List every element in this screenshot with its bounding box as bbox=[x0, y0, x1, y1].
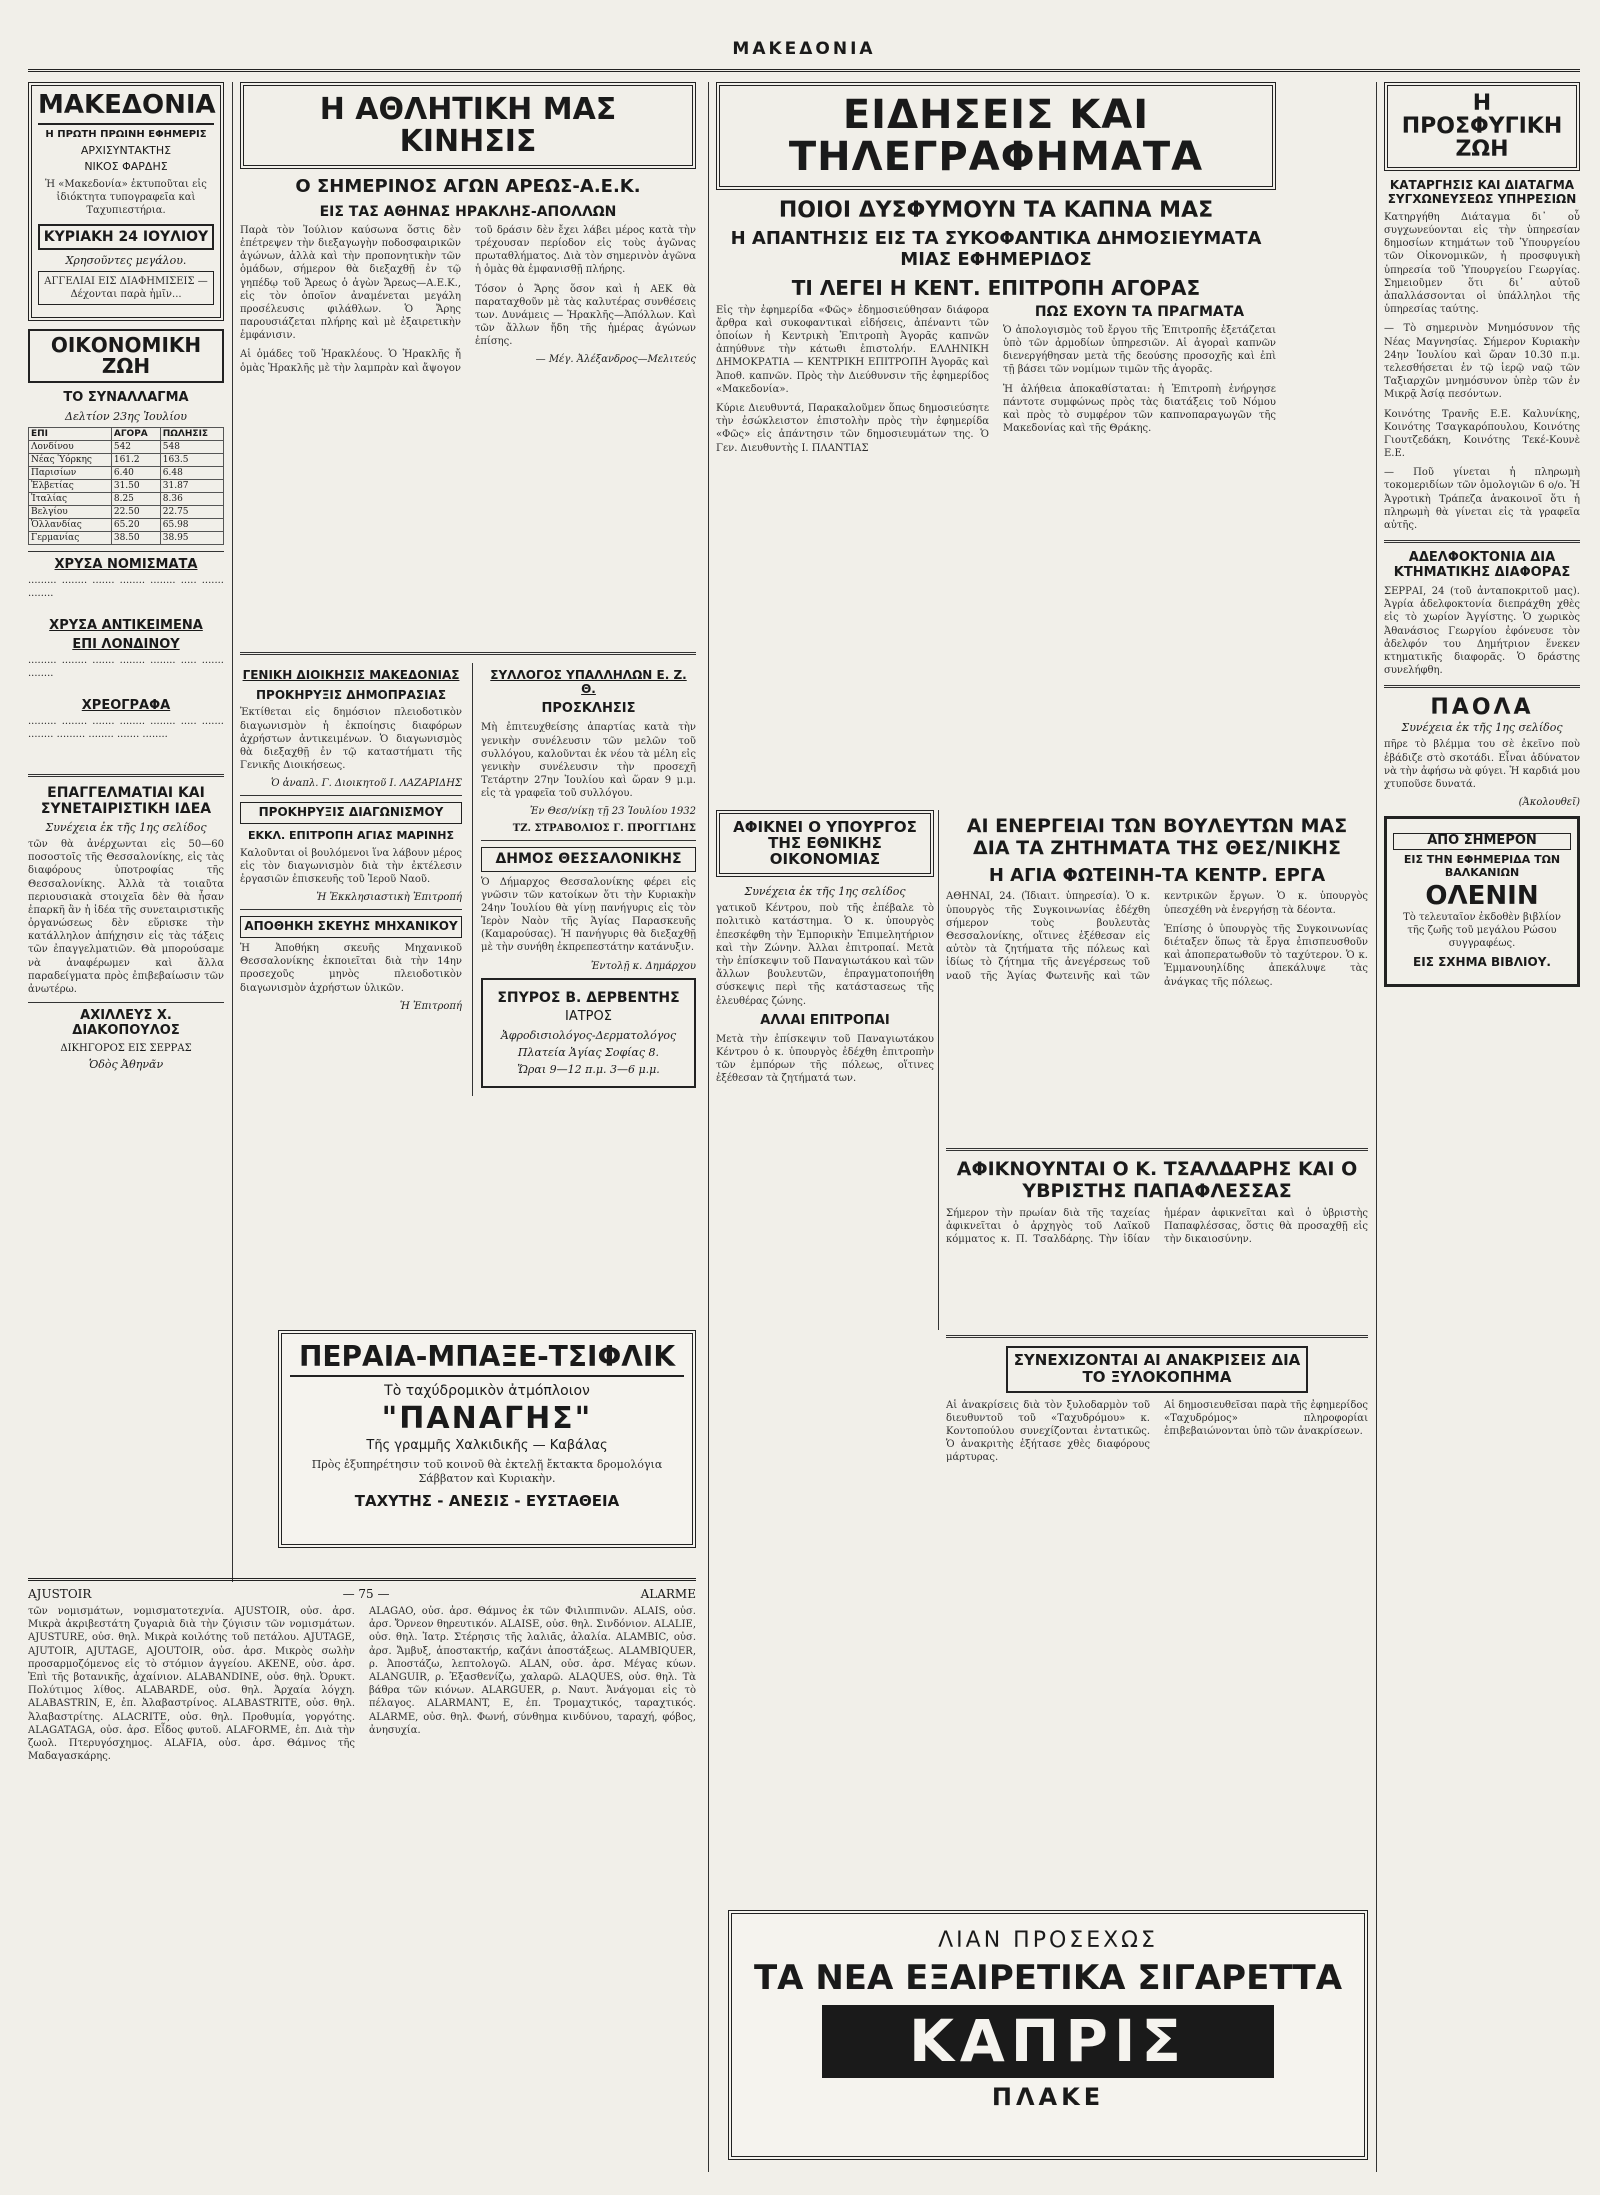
exchange-cell: 65.98 bbox=[160, 519, 223, 532]
olenin-ad-sub: ΕΙΣ ΤΗΝ ΕΦΗΜΕΡΙΔΑ ΤΩΝ ΒΑΛΚΑΝΙΩΝ bbox=[1403, 853, 1561, 879]
cigarette-ad-brand-bar bbox=[822, 2005, 1274, 2078]
serial-title: ΠΑΟΛΑ bbox=[1430, 695, 1534, 721]
mps-article bbox=[946, 890, 1368, 1140]
tobacco-headline-2: Η ΑΠΑΝΤΗΣΙΣ ΕΙΣ ΤΑ ΣΥΚΟΦΑΝΤΙΚΑ ΔΗΜΟΣΙΕΥΜΑΤΑ ΜΙΑΣ ΕΦΗΜΕΡΙΔΟΣ bbox=[730, 228, 1262, 270]
ferry-ad-line2: Τῆς γραμμῆς Χαλκιδικῆς — Καβάλας bbox=[366, 1437, 608, 1453]
doctor-name: ΣΠΥΡΟΣ Β. ΔΕΡΒΕΝΤΗΣ bbox=[497, 989, 680, 1006]
exchange-cell: 22.75 bbox=[160, 506, 223, 519]
bonds-text: ········· ········ ······· ········ ········ ····· ······· ········ ········· ········ ······· ········ bbox=[28, 718, 224, 743]
exchange-cell: Παρισίων bbox=[29, 467, 112, 480]
cigarette-ad bbox=[728, 1910, 1368, 2160]
doctor-address: Πλατεία Ἁγίας Σοφίας 8. bbox=[517, 1045, 660, 1059]
sport-subheadline: ΕΙΣ ΤΑΣ ΑΘΗΝΑΣ ΗΡΑΚΛΗΣ-ΑΠΟΛΛΩΝ bbox=[319, 203, 617, 220]
lawyer-sub: ΔΙΚΗΓΟΡΟΣ ΕΙΣ ΣΕΡΡΑΣ bbox=[60, 1043, 192, 1055]
serial-sub: Συνέχεια ἐκ τῆς 1ης σελίδος bbox=[1401, 721, 1563, 735]
exchange-date: Δελτίον 23ης Ἰουλίου bbox=[65, 410, 187, 424]
sport-banner: Η ΑΘΛΗΤΙΚΗ ΜΑΣ ΚΙΝΗΣΙΣ bbox=[319, 92, 617, 159]
exchange-row bbox=[29, 480, 224, 493]
sport-banner-box bbox=[240, 82, 696, 169]
contest-subtitle: ΕΚΚΛ. ΕΠΙΤΡΟΠΗ ΑΓΙΑΣ ΜΑΡΙΝΗΣ bbox=[247, 829, 455, 843]
dictionary-left-text: τῶν νομισμάτων, νομισματοτεχνία. AJUSTOIR, οὐσ. ἀρσ. Μικρὰ ἀκριβεστάτη ζυγαριὰ διὰ τὴν ζύγισιν τῶν νομισμάτων. AJUSTURE, οὐσ. θηλ. Μικρὰ κοιλότης τοῦ πετάλου. AJUTAGE, AJUTOIR, AJUTAGE, AJOUTOIR, οὐσ. ἀρσ. Μικρὸς σωλὴν προσαρμοζόμενος εἰς τὸ στόμιον ἀγγείου. AKENE, οὐσ. ἀρσ. Ἐπὶ τῆς βοτανικῆς, ἀχαίνιον. ALABANDINE, οὐσ. θηλ. Ὀρυκτ. Πολύτιμος λίθος. ALABARDE, οὐσ. θηλ. Ἀρχαία λόγχη. ALABASTRIN, E, ἐπ. Ἀλαβαστρίνος. ALABASTRITE, οὐσ. θηλ. Ἀλαβαστρίτης. ALACRITE, οὐσ. θηλ. Προθυμία, γοργότης. ALAGATAGA, οὐσ. ἀρσ. Εἶδος φυτοῦ. ALAFORME, ἐπ. Διὰ τὴν ζωολ. Πτερυγόσχημος. ALAFIA, οὐσ. ἀρσ. Θάμνος τῆς Μαδαγασκάρης. bbox=[28, 1606, 355, 1763]
mps-text-2: Ἐπίσης ὁ ὑπουργὸς τῆς Συγκοινωνίας διέταξεν ὅπως τὰ ἔργα ἐπισπευσθοῦν καὶ ἀποπερατωθοῦν τὸ ταχύτερον. Ὁ κ. Ἐμμανουηλίδης ἀπεκάλυψε τὰς ἀνάγκας τῆς πόλεως. bbox=[1164, 923, 1368, 988]
refugee-banner-box bbox=[1384, 82, 1580, 171]
exchange-cell: 163.5 bbox=[160, 454, 223, 467]
cigarette-ad-brand: ΚΑΠΡΙΣ bbox=[908, 2006, 1188, 2075]
union-place: Ἐν Θεσ/νίκῃ τῇ 23 Ἰουλίου 1932 bbox=[529, 806, 696, 818]
london-title: ΕΠΙ ΛΟΝΔΙΝΟΥ bbox=[72, 636, 180, 652]
municipality-signature: Ἐντολῇ κ. Δημάρχου bbox=[590, 960, 696, 972]
notices-left bbox=[240, 663, 462, 1096]
column-refugee bbox=[1384, 82, 1580, 2172]
olenin-ad-top: ΑΠΟ ΣΗΜΕΡΟΝ bbox=[1393, 833, 1571, 850]
exchange-cell: 161.2 bbox=[111, 454, 160, 467]
bonds-title: ΧΡΕΟΓΡΑΦΑ bbox=[81, 697, 171, 713]
tobacco-article bbox=[716, 304, 1276, 764]
exchange-cell: 6.48 bbox=[160, 467, 223, 480]
minister-box bbox=[716, 810, 934, 877]
olenin-ad-bottom: ΕΙΣ ΣΧΗΜΑ ΒΙΒΛΙΟΥ. bbox=[1413, 955, 1551, 970]
sport-text-2: Αἱ ὁμάδες τοῦ Ἡρακλέους. Ὁ Ἡρακλῆς ἤ ὁμὰς Ἡρακλῆς μὲ τὴν λαμπρὰν καὶ ἄψογον τοῦ δράσιν δὲν ἔχει λάβει μέρος κατὰ τὴν τρέχουσαν περίοδον εἰς τοὺς ἀγῶνας πρωταθλήματος. Διὰ τὸν σημερινὸν ἀγῶνα ἡ ὁμὰς θὰ ἐμφανισθῇ πλήρης. bbox=[240, 224, 696, 374]
exchange-cell: 542 bbox=[111, 441, 160, 454]
professional-title: ΕΠΑΓΓΕΛΜΑΤΙΑΙ ΚΑΙ ΣΥΝΕΤΑΙΡΙΣΤΙΚΗ ΙΔΕΑ bbox=[40, 784, 212, 817]
exchange-cell: Γερμανίας bbox=[29, 532, 112, 545]
economy-title: ΟΙΚΟΝΟΜΙΚΗ ΖΩΗ bbox=[50, 333, 202, 379]
exchange-row bbox=[29, 519, 224, 532]
union-subtitle: ΠΡΟΣΚΛΗΣΙΣ bbox=[541, 701, 636, 717]
column-minister bbox=[716, 810, 934, 1940]
tobacco-headline-3: ΤΙ ΛΕΓΕΙ Η ΚΕΝΤ. ΕΠΙΤΡΟΠΗ ΑΓΟΡΑΣ bbox=[791, 275, 1201, 300]
exchange-cell: Λονδίνου bbox=[29, 441, 112, 454]
municipality-text: Ὁ Δήμαρχος Θεσσαλονίκης φέρει εἰς γνῶσιν τῶν κατοίκων ὅτι τὴν Κυριακὴν 24ην Ἰουλίου θὰ γίνῃ πανήγυρις εἰς τὸν Ἱερὸν Ναὸν τῆς Ἁγίας Παρασκευῆς (Καμαρούσας). Ἡ πανήγυρις θὰ διεξαχθῇ μὲ τὴν συνήθη ἐκπρεπεστάτην κατάνυξιν. bbox=[481, 876, 696, 954]
exchange-row bbox=[29, 467, 224, 480]
exchange-cell: 6.40 bbox=[111, 467, 160, 480]
ferry-ad-line3: Πρὸς ἐξυπηρέτησιν τοῦ κοινοῦ θὰ ἐκτελῇ ἔκτακτα δρομολόγια Σάββατον καὶ Κυριακὴν. bbox=[311, 1457, 663, 1486]
doctor-spec: Ἀφροδισιολόγος-Δερματολόγος bbox=[500, 1028, 677, 1042]
union-signature: ΤΖ. ΣΤΡΑΒΟΛΙΟΣ Γ. ΠΡΟΓΓΙΔΗΣ bbox=[512, 823, 696, 835]
professional-text: τῶν θὰ ἀνέρχωνται εἰς 50—60 ποσοστοῖς τῆς Θεσσαλονίκης, εἰς τὰς διαφόρους ὑποτροφίας τῆς Θεσσαλονίκης. Ἀλλὰ τὰ τοιαῦτα περιουσιακὰ στοιχεῖα δὲν θὰ ἦσαν ἐπαρκῆ ἂν ἡ ἰδέα τῆς συνεταιριστικῆς ὀργανώσεως δὲν εὕρισκε τὴν κατάλληλον ἀπήχησιν εἰς τὰς τάξεις τῶν ἐπαγγελματιῶν. Θὰ μπορούσαμε νὰ ἀναφέρωμεν καὶ ἄλλα παραδείγματα πρὸς ἐπιβεβαίωσιν τῶν ἀνωτέρω. bbox=[28, 838, 224, 996]
tobacco-text-3: Ὁ ἀπολογισμὸς τοῦ ἔργου τῆς Ἐπιτροπῆς ἐξετάζεται ὑπὸ τῶν ἁρμοδίων ὑπηρεσιῶν. Αἱ ἀγοραὶ καπνῶν διενεργήθησαν μετὰ τῆς δεούσης προσοχῆς καὶ ἐπὶ τῇ βάσει τῶν νομίμων τιμῶν τῆς ἀγορᾶς. bbox=[1003, 324, 1276, 376]
refugee-text-1: Κατηργήθη Διάταγμα δι᾽ οὗ συγχωνεύονται εἰς τὴν ὑπηρεσίαν δημοσίων κτημάτων τοῦ Ὑπουργείου τῶν Οἰκονομικῶν, ἡ προσφυγικὴ ὑπηρεσία τοῦ Ὑπουργείου Γεωργίας. Σημειοῦμεν ὅτι δι᾽ αὐτοῦ ἀπαλλάσσονται οἱ ὑπάλληλοι τῆς ὑπηρεσίας ταύτης. bbox=[1384, 211, 1580, 316]
professional-sub: Συνέχεια ἐκ τῆς 1ης σελίδος bbox=[45, 820, 207, 834]
olenin-ad bbox=[1384, 816, 1580, 987]
union-text: Μὴ ἐπιτευχθείσης ἀπαρτίας κατὰ τὴν γενικὴν συνέλευσιν τῶν μελῶν τοῦ συλλόγου, καλοῦνται ἐκ νέου τὰ μέλη εἰς γενικὴν συνέλευσιν τὴν προσεχῆ Τετάρτην 27ην Ἰουλίου καὶ ὥραν 9 μ.μ. εἰς τὰ γραφεῖα τοῦ συλλόγου. bbox=[481, 722, 696, 800]
exchange-header: ΑΓΟΡΑ bbox=[111, 428, 160, 441]
column-mps bbox=[946, 810, 1368, 1710]
exchange-cell: Νέας Ὑόρκης bbox=[29, 454, 112, 467]
doctor-title: ΙΑΤΡΟΣ bbox=[565, 1008, 612, 1024]
logo-subtitle: Η ΠΡΩΤΗ ΠΡΩΙΝΗ ΕΦΗΜΕΡΙΣ bbox=[45, 129, 207, 141]
exchange-cell: 38.95 bbox=[160, 532, 223, 545]
mps-text-1: ΑΘΗΝΑΙ, 24. (Ἰδιαιτ. ὑπηρεσία). Ὁ κ. ὑπουργὸς τῆς Συγκοινωνίας ἐδέχθη σήμερον τοὺς βουλευτὰς Θεσσαλονίκης, οἵτινες ἐξέθεσαν εἰς αὐτὸν τὰ ζητήματα τῆς πόλεως καὶ ἰδίως τὸ ζήτημα τῆς ἀνεγέρσεως τοῦ ναοῦ τῆς Ἁγίας Φωτεινῆς καὶ τῶν κεντρικῶν ἔργων. Ὁ κ. ὑπουργὸς ὑπεσχέθη νὰ ἐνεργήσῃ τὰ δέοντα. bbox=[946, 891, 1368, 982]
ferry-ad bbox=[278, 1330, 696, 1548]
dictionary-page-num: — 75 — bbox=[342, 1587, 390, 1601]
cigarette-ad-title: ΤΑ ΝΕΑ ΕΞΑΙΡΕΤΙΚΑ ΣΙΓΑΡΕΤΤΑ bbox=[753, 1958, 1343, 1999]
logo-box bbox=[28, 82, 224, 321]
cigarette-ad-bottom: ΠΛΑΚΕ bbox=[991, 2082, 1105, 2111]
exchange-row bbox=[29, 493, 224, 506]
gold-items-title: ΧΡΥΣΑ ΑΝΤΙΚΕΙΜΕΝΑ bbox=[49, 617, 203, 633]
tsaldaris-headline: ΑΦΙΚΝΟΥΝΤΑΙ Ο Κ. ΤΣΑΛΔΑΡΗΣ ΚΑΙ Ο ΥΒΡΙΣΤΗΣ ΠΑΠΑΦΛΕΣΣΑΣ bbox=[956, 1158, 1358, 1203]
tobacco-text-4: Ἡ ἀλήθεια ἀποκαθίσταται: ἡ Ἐπιτροπὴ ἐνήργησε πάντοτε συμφώνως πρὸς τὰς διατάξεις τοῦ Νόμου καὶ πρὸς τὸ συμφέρον τῶν καπνοπαραγωγῶν τῆς Μακεδονίας καὶ τῆς Θράκης. bbox=[1003, 383, 1276, 435]
minister-subhead: ΑΛΛΑΙ ΕΠΙΤΡΟΠΑΙ bbox=[760, 1012, 890, 1028]
serial-end: (Ἀκολουθεῖ) bbox=[1518, 797, 1580, 809]
gold-coins-text: ········· ········ ······· ········ ········ ····· ······· ········ bbox=[28, 577, 224, 603]
machinery-signature: Ἡ Ἐπιτροπή bbox=[399, 1000, 462, 1012]
editor-title: ΑΡΧΙΣΥΝΤΑΚΤΗΣ bbox=[80, 143, 172, 157]
exchange-row bbox=[29, 506, 224, 519]
ferry-ad-line1: Τὸ ταχύδρομικὸν ἀτμόπλοιον bbox=[384, 1383, 590, 1400]
london-text: ········· ········ ······· ········ ········ ····· ······· ········ bbox=[28, 657, 224, 683]
tobacco-text-2: Κύριε Διευθυντά, Παρακαλοῦμεν ὅπως δημοσιεύσητε τὴν ἐσώκλειστον ἐπιστολὴν πρὸς τὴν ἐφημερίδα «Φῶς» εἰς ἀπάντησιν τῶν δημοσιευμάτων της. Ὁ Γεν. Διευθυντὴς Ι. ΠΛΑΝΤΙΑΣ bbox=[716, 402, 989, 454]
refugee-banner: Η ΠΡΟΣΦΥΓΙΚΗ ΖΩΗ bbox=[1401, 91, 1563, 163]
news-banner-box bbox=[716, 82, 1276, 190]
dictionary-right-header: ALARME bbox=[640, 1587, 696, 1601]
contest-text: Καλοῦνται οἱ βουλόμενοι ἵνα λάβουν μέρος εἰς τὸν διαγωνισμὸν διὰ τὴν ἐκτέλεσιν ἐργασιῶν ἐπισκευῆς τοῦ Ἱεροῦ Ναοῦ. bbox=[240, 847, 462, 886]
union-title: ΣΥΛΛΟΓΟΣ ΥΠΑΛΛΗΛΩΝ Ε. Ζ. Θ. bbox=[490, 667, 687, 696]
dictionary-left-header: AJUSTOIR bbox=[28, 1587, 92, 1601]
exchange-cell: 8.36 bbox=[160, 493, 223, 506]
municipality-title: ΔΗΜΟΣ ΘΕΣΣΑΛΟΝΙΚΗΣ bbox=[481, 847, 696, 871]
exchange-header: ΕΠΙ bbox=[29, 428, 112, 441]
tsaldaris-article bbox=[946, 1207, 1368, 1327]
issue-date: ΚΥΡΙΑΚΗ 24 ΙΟΥΛΙΟΥ bbox=[38, 224, 214, 250]
tobacco-headline: ΠΟΙΟΙ ΔΥΣΦΥΜΟΥΝ ΤΑ ΚΑΠΝΑ ΜΑΣ bbox=[778, 198, 1214, 223]
contest-title: ΠΡΟΚΗΡΥΞΙΣ ΔΙΑΓΩΝΙΣΜΟΥ bbox=[240, 802, 462, 824]
admin-signature: Ὁ ἀναπλ. Γ. Διοικητοῦ Ι. ΛΑΖΑΡΙΔΗΣ bbox=[271, 778, 462, 790]
exchange-cell: 548 bbox=[160, 441, 223, 454]
issue-date-sub: Χρησοῦντες μεγάλου. bbox=[65, 253, 187, 267]
olenin-ad-text: Τὸ τελευταῖον ἐκδοθὲν βιβλίον τῆς ζωῆς τοῦ μεγάλου Ρώσου συγγραφέως. bbox=[1403, 911, 1561, 950]
refugee-text-2: — Τὸ σημερινὸν Μνημόσυνον τῆς Νέας Μαγνησίας. Σήμερον Κυριακὴν 24ην Ἰουλίου καὶ ὥραν 10.30 π.μ. τελεσθήσεται ἐν τῷ ἱερῷ ναῷ τῶν Ταξιαρχῶν μνημόσυνον ὑπὲρ τῶν ἐν Μικρᾷ Ἀσίᾳ πεσόντων. bbox=[1384, 323, 1580, 401]
news-banner: ΕΙΔΗΣΕΙΣ ΚΑΙ ΤΗΛΕΓΡΑΦΗΜΑΤΑ bbox=[788, 92, 1204, 180]
contest-signature: Ἡ Ἐκκλησιαστικὴ Ἐπιτροπή bbox=[316, 892, 462, 904]
notices-right bbox=[472, 663, 696, 1096]
exchange-row bbox=[29, 454, 224, 467]
exchange-cell: 38.50 bbox=[111, 532, 160, 545]
gold-coins-title: ΧΡΥΣΑ ΝΟΜΙΣΜΑΤΑ bbox=[54, 557, 198, 573]
masthead bbox=[28, 30, 1580, 72]
admin-title: ΓΕΝΙΚΗ ΔΙΟΙΚΗΣΙΣ ΜΑΚΕΔΟΝΙΑΣ bbox=[242, 667, 460, 682]
investigation-text: Αἱ ἀνακρίσεις διὰ τὸν ξυλοδαρμὸν τοῦ διευθυντοῦ τοῦ «Ταχυδρόμου» κ. Κοντοπούλου συνεχίζονται ἐντατικῶς. Ὁ ἀνακριτὴς ἐξήτασε χθὲς διαφόρους μάρτυρας. bbox=[946, 1399, 1150, 1464]
investigation-headline: ΣΥΝΕΧΙΖΟΝΤΑΙ ΑΙ ΑΝΑΚΡΙΣΕΙΣ ΔΙΑ ΤΟ ΞΥΛΟΚΟΠΗΜΑ bbox=[1006, 1346, 1308, 1393]
dictionary-right-text: ALAGAO, οὐσ. ἀρσ. Θάμνος ἐκ τῶν Φιλιππινῶν. ALAIS, οὐσ. ἀρσ. Ὄρνεον θηρευτικόν. ALAISE, οὐσ. θηλ. Σινδόνιον. ALALIE, οὐσ. θηλ. Ἰατρ. Στέρησις τῆς λαλιᾶς, ἀλαλία. ALAMBIC, οὐσ. ἀρσ. Ἄμβυξ, ἀποστακτήρ, καζάνι ἀποστάξεως. ALAMBIQUER, ρ. Ἀποστάζω, λεπτολογῶ. ALAN, οὐσ. ἀρσ. Μέγας κύων. ALANGUIR, ρ. Ἐξασθενίζω, χαλαρῶ. ALAQUES, οὐσ. θηλ. Τὰ βάθρα τῶν κιόνων. ALARGUER, ρ. Ναυτ. Ἀνάγομαι εἰς τὸ πέλαγος. ALARMANT, E, ἐπ. Τρομαχτικός, ταραχτικός. ALARME, οὐσ. θηλ. Φωνή, σύνθημα κινδύνου, ταραχή, φόβος, ἀνησυχία. bbox=[369, 1606, 696, 1736]
serial-text: πῆρε τὸ βλέμμα του σὲ ἐκεῖνο ποὺ ἐβάδιζε στὸ σκοτάδι. Εἶναι ἀδύνατον νὰ τὴν ἀφήσω νὰ φύγει. Ἡ καρδιά μου χτυποῦσε δυνατά. bbox=[1384, 739, 1580, 791]
tobacco-subhead: ΠΩΣ ΕΧΟΥΝ ΤΑ ΠΡΑΓΜΑΤΑ bbox=[1034, 303, 1245, 320]
exchange-cell: Ἑλβετίας bbox=[29, 480, 112, 493]
machinery-text: Ἡ Ἀποθήκη σκευῆς Μηχανικοῦ Θεσσαλονίκης ἐκποιεῖται διὰ τὴν 14ην προσεχοῦς μηνὸς πλειοδοτικὸν διαγωνισμὸν ἀχρήστων ὑλικῶν. bbox=[240, 943, 462, 994]
ferry-ad-tagline: ΤΑΧΥΤΗΣ - ΑΝΕΣΙΣ - ΕΥΣΤΑΘΕΙΑ bbox=[354, 1491, 620, 1510]
exchange-title: ΤΟ ΣΥΝΑΛΛΑΓΜΑ bbox=[63, 390, 189, 406]
exchange-header: ΠΩΛΗΣΙΣ bbox=[160, 428, 223, 441]
exchange-cell: 65.20 bbox=[111, 519, 160, 532]
economy-box bbox=[28, 329, 224, 383]
investigation-article bbox=[946, 1399, 1368, 1659]
admin-text: Ἐκτίθεται εἰς δημόσιον πλειοδοτικὸν διαγωνισμὸν ἡ ἐκποίησις διαφόρων ἀχρήστων ἀντικειμένων. Ὁ διαγωνισμὸς θὰ διεξαχθῇ ἐν τῷ καταστήματι τῆς Γενικῆς Διοικήσεως. bbox=[240, 707, 462, 772]
minister-text: γατικοῦ Κέντρου, ποὺ τῆς ἐπέβαλε τὸ πολιτικὸ κατάστημα. Ὁ κ. ὑπουργὸς ἐπεσκέφθη τὴν Ἐμπορικὴν Ἐπιμελητήριον καὶ τὴν Ζώνην. Ἀλλαι ἐπιτροπαί. Μετὰ τὴν ἐπίσκεψιν τοῦ Παναγιωτάκου καὶ τῶν ἄλλων βουλευτῶν, ἐπραγματοποιήθη σύσκεψις περὶ τῆς κατάστασεως τῆς ἐλευθέρας ζώνης. bbox=[716, 903, 934, 1007]
refugee-text-3: Κοινότης Τρανῆς Ε.Ε. Καλυνίκης, Κοινότης Τσαγκαρόπουλου, Κοινότης Γιουτζεδάκη, Κοινότης Τεκέ-Κουνὲ Ε.Ε. bbox=[1384, 408, 1580, 460]
exchange-cell: Βελγίου bbox=[29, 506, 112, 519]
editor-name: ΝΙΚΟΣ ΦΑΡΔΗΣ bbox=[84, 160, 168, 174]
ferry-ad-name: "ΠΑΝΑΓΗΣ" bbox=[381, 1401, 593, 1437]
machinery-title: ΑΠΟΘΗΚΗ ΣΚΕΥΗΣ ΜΗΧΑΝΙΚΟΥ bbox=[240, 916, 462, 938]
fratricide-headline: ΑΔΕΛΦΟΚΤΟΝΙΑ ΔΙΑ ΚΤΗΜΑΤΙΚΗΣ ΔΙΑΦΟΡΑΣ bbox=[1393, 550, 1571, 581]
exchange-cell: 31.50 bbox=[111, 480, 160, 493]
cigarette-ad-top: ΛΙΑΝ ΠΡΟΣΕΧΩΣ bbox=[938, 1928, 1158, 1953]
exchange-cell: Ὁλλανδίας bbox=[29, 519, 112, 532]
tobacco-text-1: Εἰς τὴν ἐφημερίδα «Φῶς» ἐδημοσιεύθησαν διάφορα ἄρθρα καὶ συκοφαντικαὶ εἰδήσεις, ἀπέναντι τῶν ὁποίων ἡ Κεντρικὴ Ἐπιτροπὴ Ἀγορᾶς καπνῶν ἀπηύθυνε τὴν κάτωθι ἐπιστολήν. ΕΛΛΗΝΙΚΗ ΔΗΜΟΚΡΑΤΙΑ — ΚΕΝΤΡΙΚΗ ΕΠΙΤΡΟΠΗ Ἀγορᾶς καὶ Ἀποθ. καπνῶν. Πρὸς τὴν Διεύθυνσιν τῆς ἐφημερίδος «Μακεδονία». bbox=[716, 304, 989, 395]
tsaldaris-text: Σήμερον τὴν πρωίαν διὰ τῆς ταχείας ἀφικνεῖται ὁ ἀρχηγὸς τοῦ Λαϊκοῦ κόμματος κ. Π. Τσαλδάρης. Τὴν ἰδίαν ἡμέραν ἀφικνεῖται καὶ ὁ ὑβριστὴς Παπαφλέσσας, ὅστις θὰ προσαχθῇ εἰς τὴν δικαιοσύνην. bbox=[946, 1208, 1368, 1246]
admin-subtitle: ΠΡΟΚΗΡΥΞΙΣ ΔΗΜΟΠΡΑΣΙΑΣ bbox=[255, 687, 447, 702]
print-note: Ἡ «Μακεδονία» ἐκτυποῦται εἰς ἰδιόκτητα τυπογραφεῖα καὶ Ταχυπιεστήρια. bbox=[45, 179, 207, 217]
masthead-title: ΜΑΚΕΔΟΝΙΑ bbox=[732, 39, 876, 59]
exchange-cell: 8.25 bbox=[111, 493, 160, 506]
logo: ΜΑΚΕΔΟΝΙΑ bbox=[38, 92, 214, 125]
sport-text-1: Παρὰ τὸν Ἰούλιον καύσωνα ὅστις δὲν ἐπέτρεψεν τὴν διεξαγωγὴν ποδοσφαιρικῶν ἀγώνων, ἀλλὰ καὶ τὴν προπονητικὴν τῶν ὁμάδων, σήμερον θὰ διεξαχθῇ ἐν τῷ γηπέδῳ τοῦ Ἄρεως ὁ ἀγὼν Ἄρεως—Α.Ε.Κ., εἰς τὸν ὁποῖον ἀναμένεται μεγάλη προσέλευσις φιλάθλων. Ὁ Ἄρης παρουσιάζεται πλήρης καὶ μὲ ἐξαιρετικὴν ἐμφάνισιν. bbox=[240, 224, 461, 342]
minister-sub: Συνέχεια ἐκ τῆς 1ης σελίδος bbox=[744, 885, 906, 899]
refugee-text-4: — Ποῦ γίνεται ἡ πληρωμὴ τοκομεριδίων τῶν ὁμολογιῶν 6 ο/ο. Ἡ Ἀγροτικὴ Τράπεζα ἀνακοινοῖ ὅτι ἡ πληρωμὴ θὰ γίνεται εἰς τὰ γραφεῖα αὐτῆς. bbox=[1384, 467, 1580, 531]
fratricide-text: ΣΕΡΡΑΙ, 24 (τοῦ ἀνταποκριτοῦ μας). Ἀγρία ἀδελφοκτονία διεπράχθη χθὲς εἰς τὸ χωρίον Ἀγγίστης. Ὁ χωρικὸς Ἀθανάσιος Γεωργίου ἐφόνευσε τὸν ἀδελφόν του Δημήτριον ἕνεκεν κτηματικῆς διαφορᾶς. Ὁ δράστης συνελήφθη. bbox=[1384, 586, 1580, 677]
exchange-cell: 22.50 bbox=[111, 506, 160, 519]
minister-text-2: Μετὰ τὴν ἐπίσκεψιν τοῦ Παναγιωτάκου Κέντρου ὁ κ. ὑπουργὸς ἐδέχθη ἐπιτροπὴν τῶν ἐμπόρων τῆς πόλεως, οἵτινες ἐξέθεσαν τὰ ζητήματά των. bbox=[716, 1033, 934, 1085]
mps-subheadline: Η ΑΓΙΑ ΦΩΤΕΙΝΗ-ΤΑ ΚΕΝΤΡ. ΕΡΓΑ bbox=[988, 864, 1326, 886]
ferry-ad-title: ΠΕΡΑΙΑ-ΜΠΑΞΕ-ΤΣΙΦΛΙΚ bbox=[290, 1342, 684, 1377]
column-sport bbox=[240, 82, 696, 1162]
lawyer-address: Ὁδὸς Ἀθηνᾶν bbox=[88, 1058, 164, 1072]
olenin-ad-title: ΟΛΕΝΙΝ bbox=[1425, 881, 1539, 912]
refugee-headline: ΚΑΤΑΡΓΗΣΙΣ ΚΑΙ ΔΙΑΤΑΓΜΑ ΣΥΓΧΩΝΕΥΣΕΩΣ ΥΠΗΡΕΣΙΩΝ bbox=[1387, 178, 1577, 207]
sport-headline: Ο ΣΗΜΕΡΙΝΟΣ ΑΓΩΝ ΑΡΕΩΣ-Α.Ε.Κ. bbox=[295, 176, 641, 197]
doctor-hours: Ὥραι 9—12 π.μ. 3—6 μ.μ. bbox=[517, 1062, 660, 1076]
exchange-table bbox=[28, 427, 224, 545]
doctor-ad bbox=[481, 978, 696, 1088]
exchange-row bbox=[29, 532, 224, 545]
sport-article bbox=[240, 224, 696, 644]
mps-headline: ΑΙ ΕΝΕΡΓΕΙΑΙ ΤΩΝ ΒΟΥΛΕΥΤΩΝ ΜΑΣ ΔΙΑ ΤΑ ΖΗΤΗΜΑΤΑ ΤΗΣ ΘΕΣ/ΝΙΚΗΣ bbox=[966, 815, 1348, 859]
exchange-cell: Ἰταλίας bbox=[29, 493, 112, 506]
newspaper-page bbox=[28, 30, 1580, 2180]
dictionary-section bbox=[28, 1578, 696, 2178]
sport-signature: — Μέγ. Ἀλέξανδρος—Μελιτεύς bbox=[535, 354, 696, 366]
lawyer-name: ΑΧΙΛΛΕΥΣ Χ. ΔΙΑΚΟΠΟΥΛΟΣ bbox=[72, 1008, 180, 1039]
minister-title: ΑΦΙΚΝΕΙ Ο ΥΠΟΥΡΓΟΣ ΤΗΣ ΕΘΝΙΚΗΣ ΟΙΚΟΝΟΜΙΑΣ bbox=[733, 818, 917, 868]
ads-notice: ΑΓΓΕΛΙΑΙ ΕΙΣ ΔΙΑΦΗΜΙΣΕΙΣ — Δέχονται παρὰ ἡμῖν... bbox=[38, 271, 214, 305]
investigation-text-2: Αἱ δημοσιευθεῖσαι παρὰ τῆς ἐφημερίδος «Ταχυδρόμος» πληροφορίαι ἐπιβεβαιώνονται ὑπὸ τῶν ἀνακρίσεων. bbox=[1164, 1399, 1368, 1437]
sport-text-3: Τόσον ὁ Ἄρης ὅσον καὶ ἡ ΑΕΚ θὰ παραταχθοῦν μὲ τὰς καλυτέρας συνθέσεις των. Δυνάμεις — Ἡρακλῆς—Ἀπόλλων. Καὶ τῶν ἄλλων ἤδη τῆς ἡμέρας ἀγώνων ἐπίσης. bbox=[475, 283, 696, 348]
exchange-cell: 31.87 bbox=[160, 480, 223, 493]
exchange-row bbox=[29, 441, 224, 454]
